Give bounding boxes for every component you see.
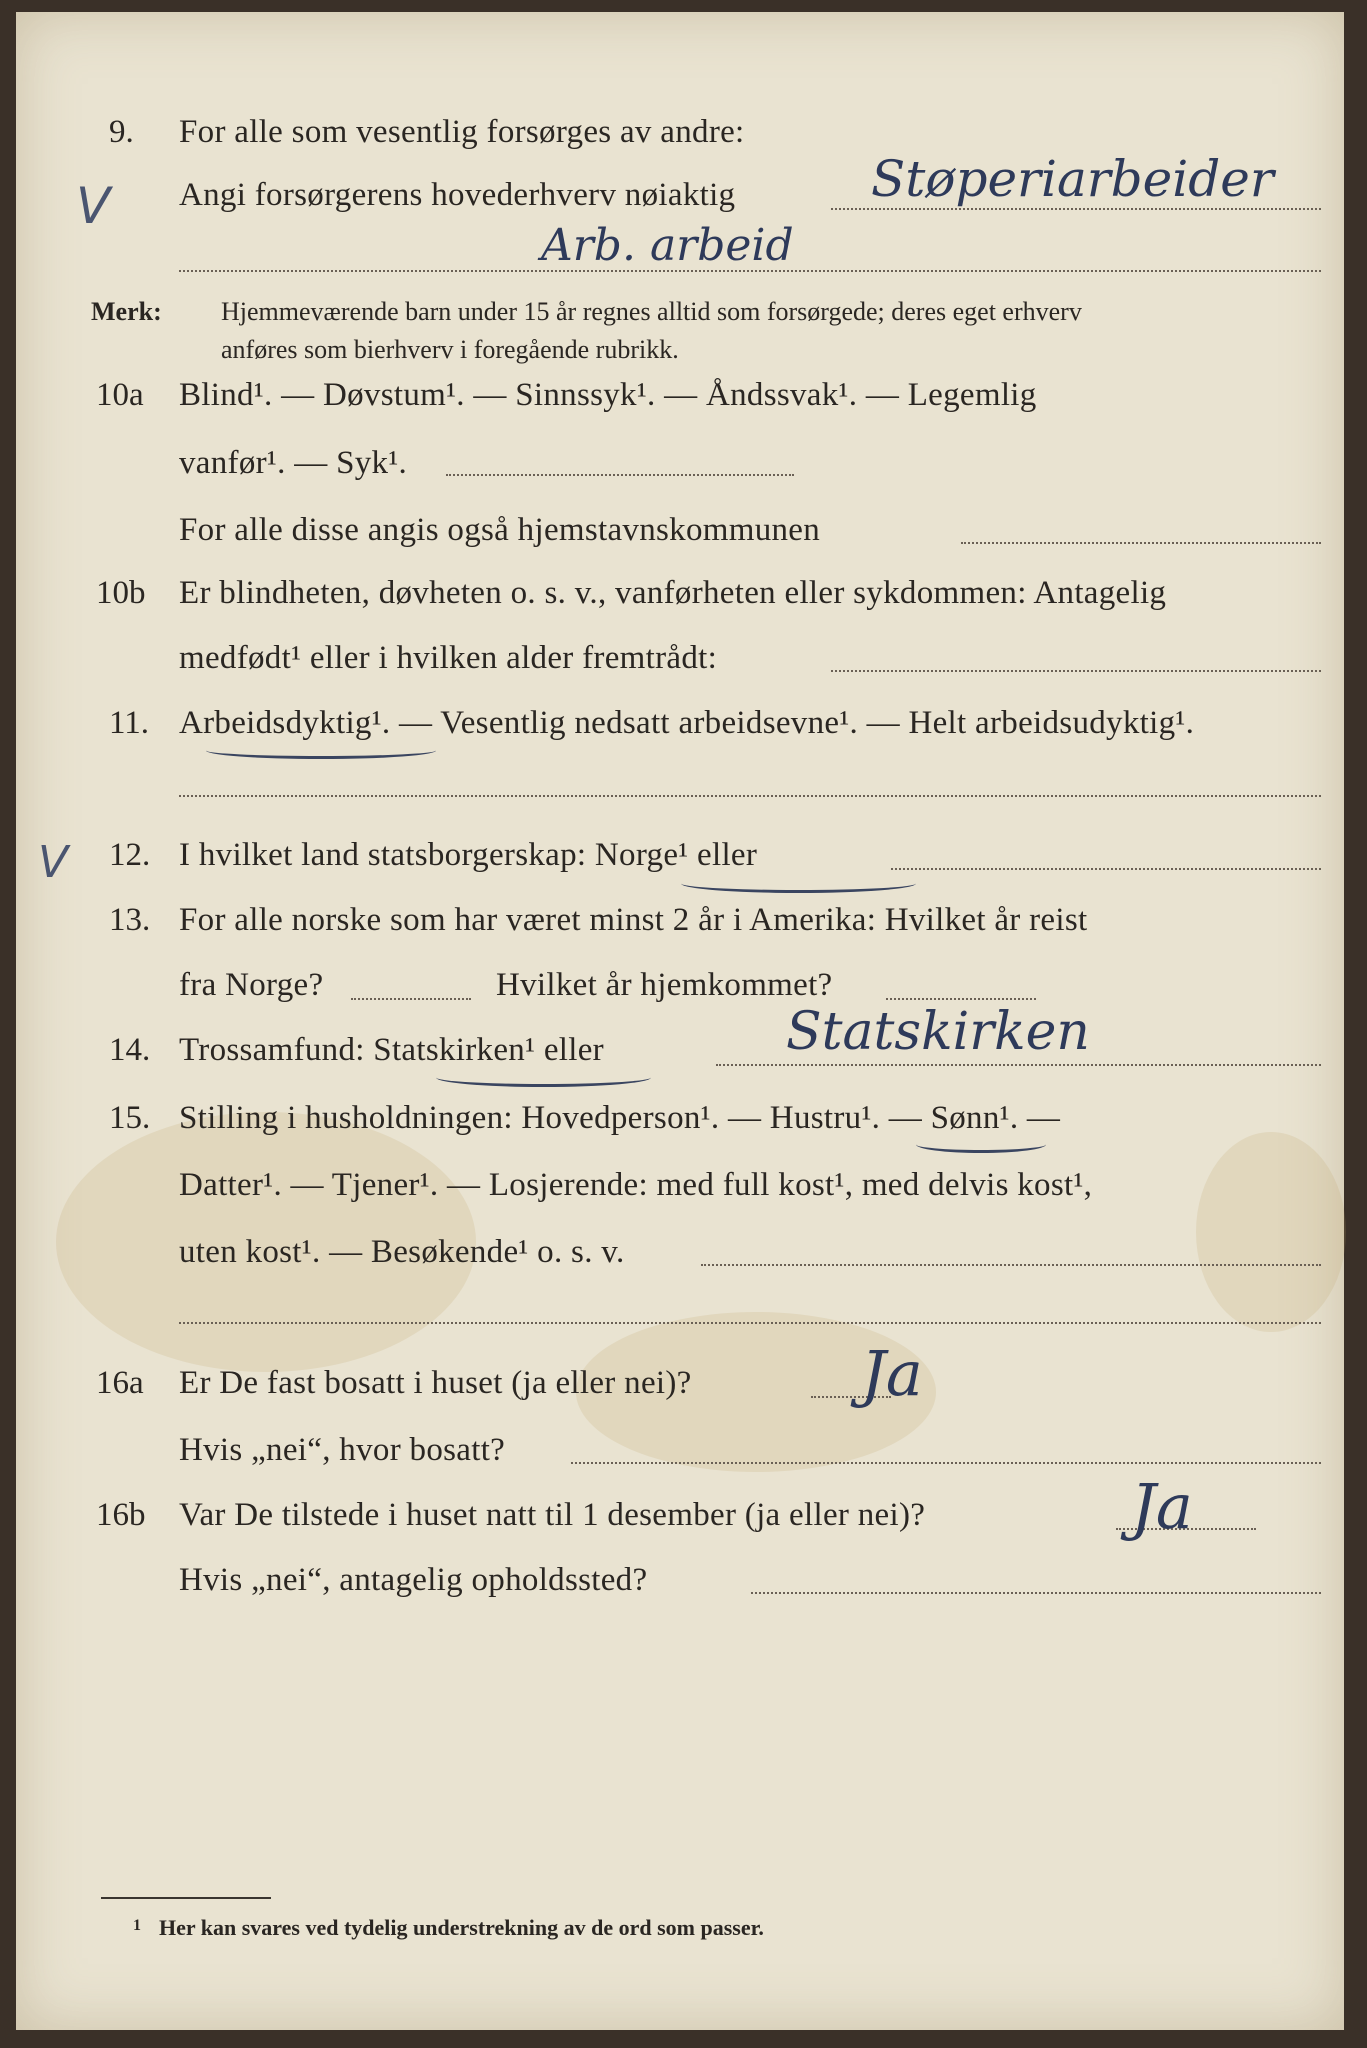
q9-number: 9. [109,114,134,150]
q15-line2: Datter¹. — Tjener¹. — Losjerende: med full kost¹, med delvis kost¹, [179,1167,1093,1203]
q10b-line1: Er blindheten, døvheten o. s. v., vanførheten eller sykdommen: Antagelig [179,575,1167,611]
q14-answer-line [716,1064,1321,1066]
q16b-line2: Hvis „nei“, antagelig opholdssted? [179,1562,648,1598]
q14-handwritten-answer: Statskirken [786,1002,1090,1062]
q15-answer-line [701,1264,1321,1266]
q10a-line1: Blind¹. — Døvstum¹. — Sinnssyk¹. — Åndssvak¹. — Legemlig [179,377,1037,413]
q9-line2: Angi forsørgerens hovederhverv nøiaktig [179,177,736,213]
q15-underline-mark [916,1136,1046,1153]
census-form-page [16,12,1344,2030]
q13-hjemkommet-line [886,998,1036,1000]
q16b-line1: Var De tilstede i huset natt til 1 desember (ja eller nei)? [179,1497,926,1533]
q11-number: 11. [109,705,150,741]
q16a-line2: Hvis „nei“, hvor bosatt? [179,1432,506,1468]
q14-line1: Trossamfund: Statskirken¹ eller [179,1032,604,1068]
q13-line2a: fra Norge? [179,967,324,1003]
q16b-handwritten-answer: Ja [1131,1470,1193,1543]
q16b-number: 16b [96,1497,146,1533]
check-mark-icon: V [38,837,69,888]
q15-number: 15. [109,1100,151,1136]
footnote-mark: 1 [133,1917,141,1934]
q15-extra-line [179,1322,1321,1324]
q16a-number: 16a [96,1365,144,1401]
merk-label: Merk: [91,297,162,326]
q15-line3: uten kost¹. — Besøkende¹ o. s. v. [179,1234,625,1270]
q12-number: 12. [109,837,151,873]
q11-answer-line [179,795,1321,797]
q12-answer-line [891,868,1321,870]
q10b-line2: medfødt¹ eller i hvilken alder fremtrådt: [179,640,718,676]
q10a-line3: For alle disse angis også hjemstavnskommunen [179,512,821,548]
q11-underline-mark [206,742,436,759]
footnote-rule [101,1897,271,1899]
check-mark-icon: V [76,177,111,235]
q10a-commune-line [961,542,1321,544]
q10b-answer-line [831,670,1321,672]
q10a-answer-line [446,474,794,476]
q10a-number: 10a [96,377,144,413]
footnote-text: Her kan svares ved tydelig understrekning av de ord som passer. [159,1915,764,1940]
q13-line2b: Hvilket år hjemkommet? [496,967,833,1003]
q13-reist-line [351,998,471,1000]
q14-number: 14. [109,1032,151,1068]
q16a-line1: Er De fast bosatt i huset (ja eller nei)? [179,1365,692,1401]
q9-handwritten-answer1: Støperiarbeider [871,150,1274,208]
q10a-line2: vanfør¹. — Syk¹. [179,445,408,481]
q14-underline-mark [436,1068,651,1087]
q9-answer-line1 [831,208,1321,210]
merk-line2: anføres som bierhverv i foregående rubrikk. [221,335,679,364]
q10b-number: 10b [96,575,146,611]
q9-line1: For alle som vesentlig forsørges av andre: [179,114,745,150]
merk-line1: Hjemmeværende barn under 15 år regnes alltid som forsørgede; deres eget erhverv [221,297,1082,326]
q16a-handwritten-answer: Ja [861,1337,923,1410]
q9-handwritten-answer2: Arb. arbeid [541,220,794,271]
q13-line1: For alle norske som har været minst 2 år i Amerika: Hvilket år reist [179,902,1088,938]
q16b-opholdssted-line [751,1592,1321,1594]
q12-underline-mark [681,874,916,893]
q11-line1: Arbeidsdyktig¹. — Vesentlig nedsatt arbeidsevne¹. — Helt arbeidsudyktig¹. [179,705,1195,741]
q13-number: 13. [109,902,151,938]
q15-line1: Stilling i husholdningen: Hovedperson¹. — Hustru¹. — Sønn¹. — [179,1100,1061,1136]
q16a-bosatt-line [571,1462,1321,1464]
q12-line1: I hvilket land statsborgerskap: Norge¹ eller [179,837,758,873]
